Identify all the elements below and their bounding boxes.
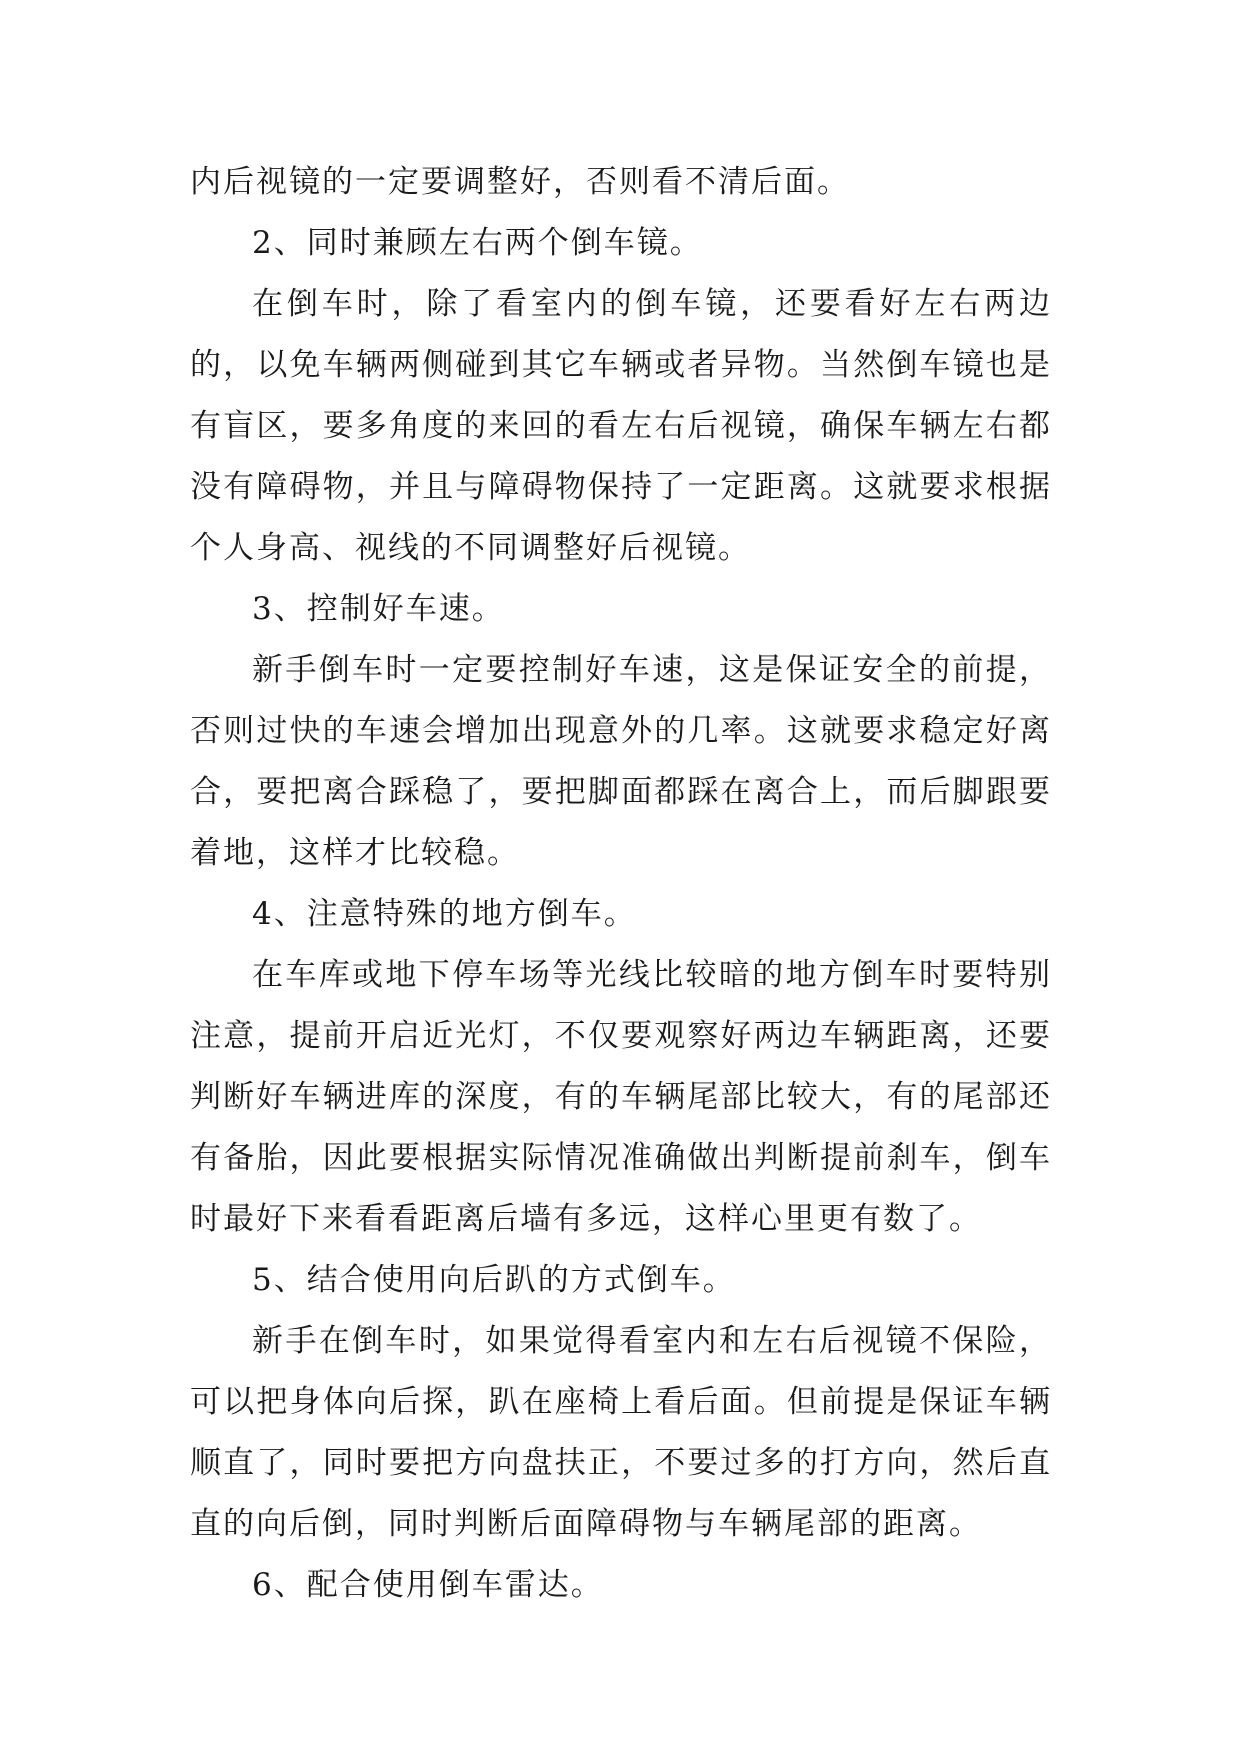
- heading-item-5: 5、结合使用向后趴的方式倒车。: [252, 1262, 736, 1298]
- heading-item-3: 3、控制好车速。: [252, 591, 505, 627]
- heading-item-4: 4、注意特殊的地方倒车。: [252, 896, 637, 932]
- paragraph-special-places: 在车库或地下停车场等光线比较暗的地方倒车时要特别注意，提前开启近光灯，不仅要观察好两边车辆距离，还要判断好车辆进库的深度，有的车辆尾部比较大，有的尾部还有备胎，因此要根据实际情况准确做出判断提前刹车，倒车时最好下来看看距离后墙有多远，这样心里更有数了。: [190, 957, 1052, 1237]
- paragraph-speed: 新手倒车时一定要控制好车速，这是保证安全的前提，否则过快的车速会增加出现意外的几率。这就要求稳定好离合，要把离合踩稳了，要把脚面都踩在离合上，而后脚跟要着地，这样才比较稳。: [190, 652, 1052, 871]
- paragraph-lean-back: 新手在倒车时，如果觉得看室内和左右后视镜不保险，可以把身体向后探，趴在座椅上看后面。但前提是保证车辆顺直了，同时要把方向盘扶正，不要过多的打方向，然后直直的向后倒，同时判断后面障碍物与车辆尾部的距离。: [190, 1323, 1052, 1542]
- document-body: [190, 152, 1052, 1616]
- paragraph-mirrors: 在倒车时，除了看室内的倒车镜，还要看好左右两边的，以免车辆两侧碰到其它车辆或者异物。当然倒车镜也是有盲区，要多角度的来回的看左右后视镜，确保车辆左右都没有障碍物，并且与障碍物保持了一定距离。这就要求根据个人身高、视线的不同调整好后视镜。: [190, 286, 1052, 566]
- heading-item-6: 6、配合使用倒车雷达。: [252, 1567, 604, 1603]
- paragraph-continuation: 内后视镜的一定要调整好，否则看不清后面。: [190, 164, 850, 200]
- heading-item-2: 2、同时兼顾左右两个倒车镜。: [252, 225, 703, 261]
